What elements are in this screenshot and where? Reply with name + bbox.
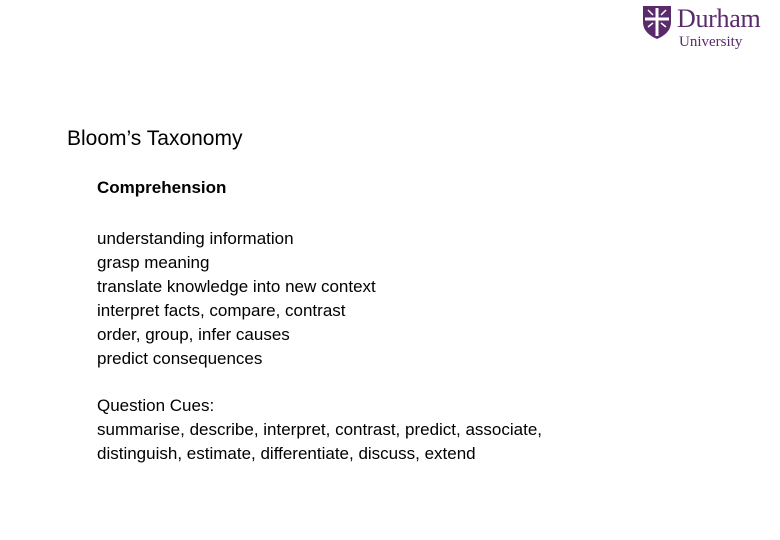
slide-title: Bloom’s Taxonomy	[67, 127, 243, 150]
list-item: understanding information	[97, 229, 294, 248]
question-cues-line: distinguish, estimate, differentiate, discuss, extend	[97, 444, 476, 463]
question-cues-heading: Question Cues:	[97, 396, 215, 415]
list-item: predict consequences	[97, 349, 263, 368]
list-item: grasp meaning	[97, 253, 210, 272]
question-cues-line: summarise, describe, interpret, contrast, predict, associate,	[97, 420, 543, 439]
logo-subtitle: University	[679, 34, 743, 50]
question-cues	[97, 394, 542, 466]
durham-shield-icon	[641, 4, 673, 40]
section-heading: Comprehension	[97, 178, 227, 197]
list-item: interpret facts, compare, contrast	[97, 301, 346, 320]
comprehension-list	[97, 227, 376, 371]
durham-university-logo	[641, 3, 776, 55]
list-item: order, group, infer causes	[97, 325, 290, 344]
list-item: translate knowledge into new context	[97, 277, 376, 296]
logo-wordmark: Durham	[677, 4, 761, 33]
